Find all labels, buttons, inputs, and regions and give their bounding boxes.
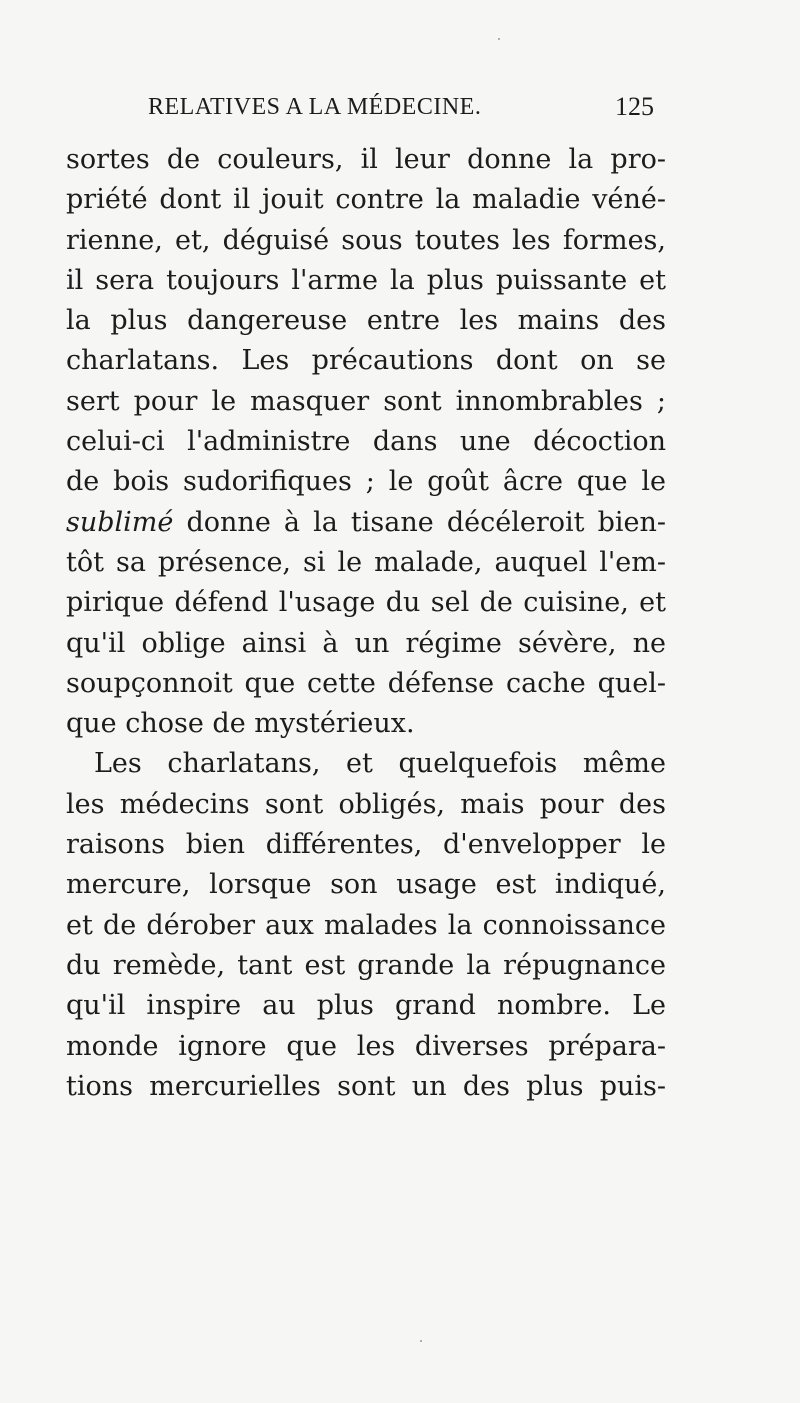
- text-line: charlatans. Les précautions dont on se: [66, 345, 666, 377]
- text-line: soupçonnoit que cette défense cache quel-: [66, 667, 666, 699]
- text-line: rienne, et, déguisé sous toutes les formes,: [66, 224, 666, 256]
- text-line: celui-ci l'administre dans une décoction: [66, 426, 666, 458]
- paragraph-start-line: Les charlatans, et quelquefois même: [94, 748, 666, 780]
- text-line: sert pour le masquer sont innombrables ;: [66, 385, 666, 417]
- text-line: qu'il inspire au plus grand nombre. Le: [66, 990, 666, 1022]
- text-line: monde ignore que les diverses prépara-: [66, 1030, 666, 1062]
- text-line: il sera toujours l'arme la plus puissante et: [66, 264, 666, 296]
- text-line: priété dont il jouit contre la maladie véné-: [66, 184, 666, 216]
- text-line: la plus dangereuse entre les mains des: [66, 305, 666, 337]
- text-line: tions mercurielles sont un des plus puis-: [66, 1070, 666, 1102]
- running-title: RELATIVES A LA MÉDECINE.: [148, 94, 482, 120]
- text-line: les médecins sont obligés, mais pour des: [66, 788, 666, 820]
- text-line: qu'il oblige ainsi à un régime sévère, ne: [66, 627, 666, 659]
- text-line: de bois sudorifiques ; le goût âcre que le: [66, 466, 666, 498]
- body-text: [66, 140, 666, 1107]
- page-number: 125: [615, 92, 654, 121]
- italic-word: sublimé: [66, 506, 174, 538]
- paper-speck: [498, 38, 500, 40]
- paper-speck: [420, 1340, 422, 1342]
- text-line: pirique défend l'usage du sel de cuisine, et: [66, 587, 666, 619]
- text-line: du remède, tant est grande la répugnance: [66, 949, 666, 981]
- text-line: tôt sa présence, si le malade, auquel l'em-: [66, 546, 666, 578]
- running-head: [140, 92, 660, 122]
- text-line: sortes de couleurs, il leur donne la pro-: [66, 144, 666, 175]
- text-line-rest: donne à la tisane décéleroit bien-: [186, 506, 666, 538]
- text-line: raisons bien différentes, d'envelopper le: [66, 829, 666, 861]
- text-line: [66, 503, 666, 543]
- paragraph-end-line: que chose de mystérieux.: [66, 708, 415, 740]
- text-line: mercure, lorsque son usage est indiqué,: [66, 869, 666, 901]
- text-line: et de dérober aux malades la connoissance: [66, 909, 666, 941]
